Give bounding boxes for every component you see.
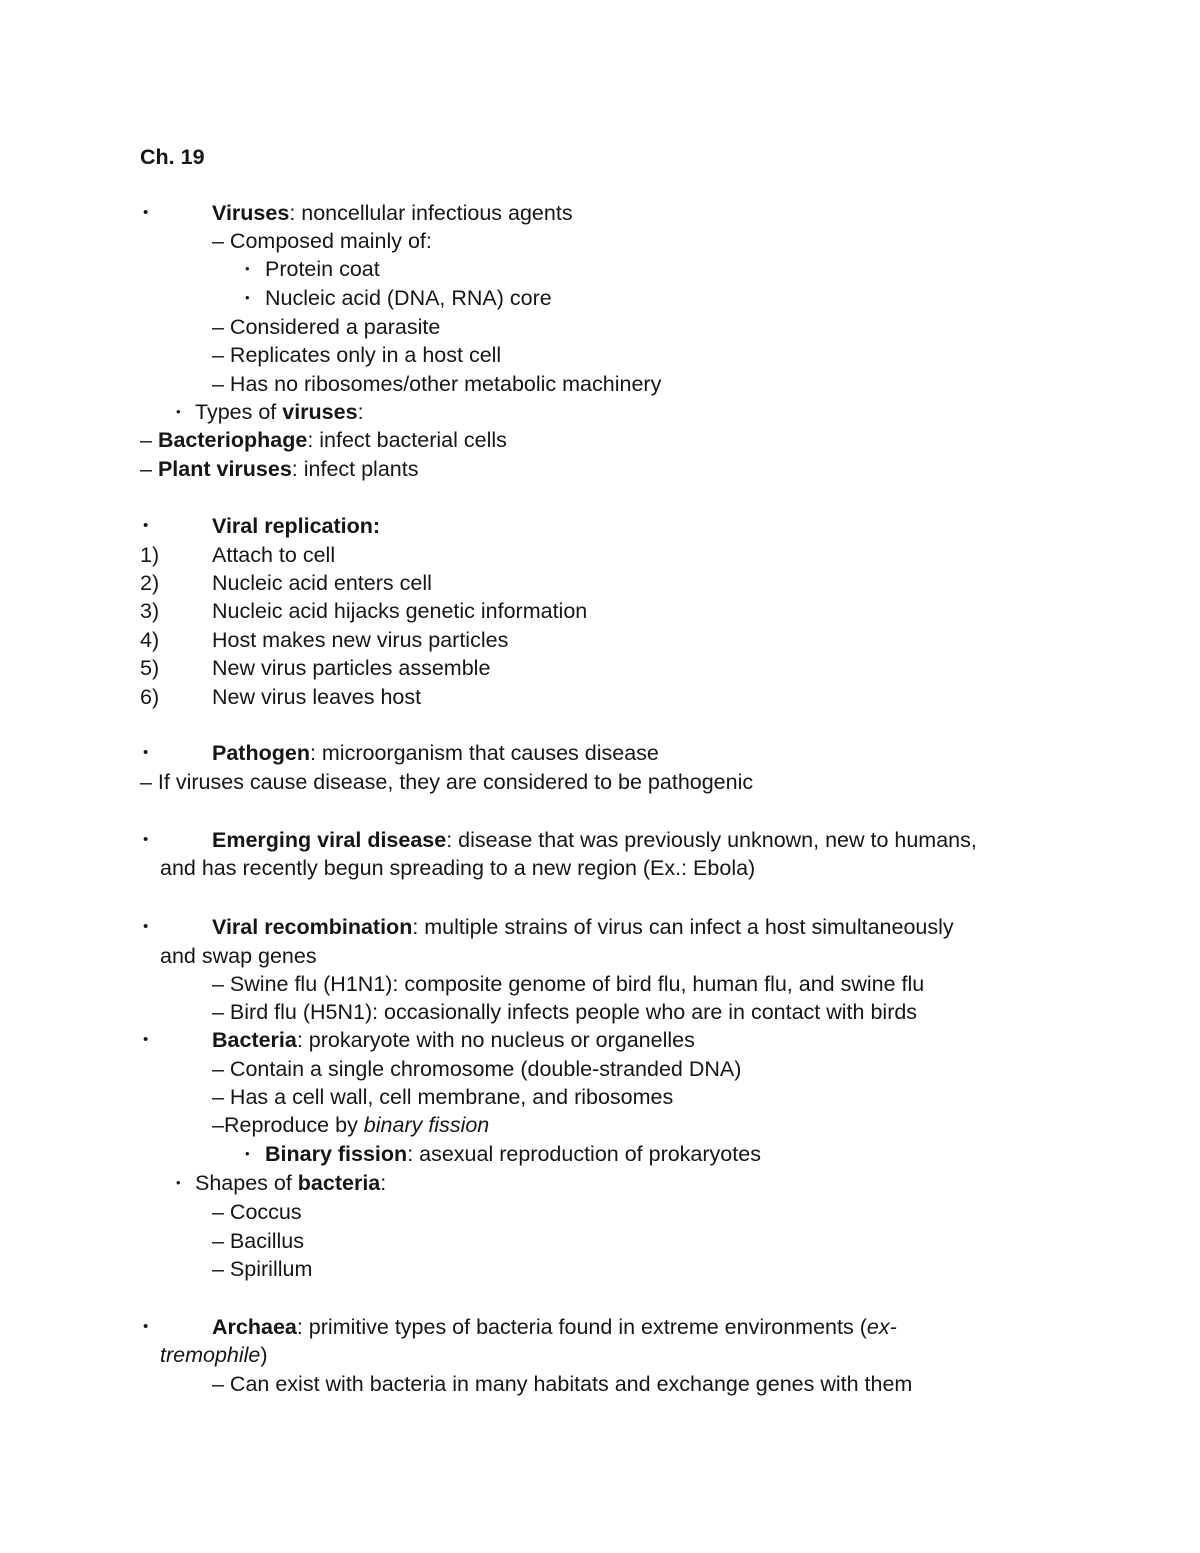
bullet-icon: • <box>143 1318 149 1335</box>
step-number: 4) <box>140 628 160 652</box>
bullet-icon: • <box>245 290 250 305</box>
emerging-continuation: and has recently begun spreading to a new region (Ex.: Ebola) <box>160 856 756 880</box>
chapter-title: Ch. 19 <box>140 145 205 169</box>
no-ribosomes-item: – Has no ribosomes/other metabolic machinery <box>212 372 662 396</box>
step-text: Nucleic acid hijacks genetic information <box>212 599 588 623</box>
binary-fission-definition: Binary fission: asexual reproduction of prokaryotes <box>265 1142 761 1166</box>
bacteria-definition: Bacteria: prokaryote with no nucleus or organelles <box>212 1028 695 1052</box>
archaea-exchange-item: – Can exist with bacteria in many habitats and exchange genes with them <box>212 1372 913 1396</box>
step-number: 2) <box>140 571 160 595</box>
emerging-definition: Emerging viral disease: disease that was previously unknown, new to humans, <box>212 828 977 852</box>
swine-flu-item: – Swine flu (H1N1): composite genome of bird flu, human flu, and swine flu <box>212 972 925 996</box>
bullet-icon: • <box>143 744 149 761</box>
step-text: Host makes new virus particles <box>212 628 509 652</box>
protein-coat-text: Protein coat <box>265 257 380 281</box>
virus-types-text: Types of viruses: <box>195 400 364 424</box>
replicates-item: – Replicates only in a host cell <box>212 343 502 367</box>
viruses-definition: Viruses: noncellular infectious agents <box>212 201 573 225</box>
parasite-item: – Considered a parasite <box>212 315 441 339</box>
reproduce-item: –Reproduce by binary fission <box>212 1113 490 1137</box>
step-text: Nucleic acid enters cell <box>212 571 432 595</box>
step-number: 1) <box>140 543 160 567</box>
pathogen-definition: Pathogen: microorganism that causes disease <box>212 741 659 765</box>
archaea-continuation: tremophile) <box>160 1343 268 1367</box>
bullet-icon: • <box>176 1175 181 1190</box>
pathogen-note: – If viruses cause disease, they are considered to be pathogenic <box>140 770 754 794</box>
viruses-composed: – Composed mainly of: <box>212 229 432 253</box>
bullet-icon: • <box>143 517 149 534</box>
step-text: New virus leaves host <box>212 685 422 709</box>
bacillus-item: – Bacillus <box>212 1229 305 1253</box>
recombination-continuation: and swap genes <box>160 944 317 968</box>
recombination-definition: Viral recombination: multiple strains of virus can infect a host simultaneously <box>212 915 954 939</box>
coccus-item: – Coccus <box>212 1200 302 1224</box>
bullet-icon: • <box>245 1146 250 1161</box>
bacteriophage-item: – Bacteriophage: infect bacterial cells <box>140 428 507 452</box>
bullet-icon: • <box>176 404 181 419</box>
archaea-definition: Archaea: primitive types of bacteria found in extreme environments (ex- <box>212 1315 897 1339</box>
bullet-icon: • <box>143 204 149 221</box>
bullet-icon: • <box>143 1031 149 1048</box>
cell-wall-item: – Has a cell wall, cell membrane, and ribosomes <box>212 1085 674 1109</box>
nucleic-core-text: Nucleic acid (DNA, RNA) core <box>265 286 552 310</box>
step-number: 3) <box>140 599 160 623</box>
chromosome-item: – Contain a single chromosome (double-stranded DNA) <box>212 1057 742 1081</box>
replication-heading: Viral replication: <box>212 514 381 538</box>
plant-viruses-item: – Plant viruses: infect plants <box>140 457 419 481</box>
step-number: 5) <box>140 656 160 680</box>
bullet-icon: • <box>143 918 149 935</box>
step-text: Attach to cell <box>212 543 336 567</box>
spirillum-item: – Spirillum <box>212 1257 313 1281</box>
bullet-icon: • <box>143 831 149 848</box>
bullet-icon: • <box>245 261 250 276</box>
bacteria-shapes-text: Shapes of bacteria: <box>195 1171 387 1195</box>
step-text: New virus particles assemble <box>212 656 491 680</box>
step-number: 6) <box>140 685 160 709</box>
bird-flu-item: – Bird flu (H5N1): occasionally infects people who are in contact with birds <box>212 1000 918 1024</box>
